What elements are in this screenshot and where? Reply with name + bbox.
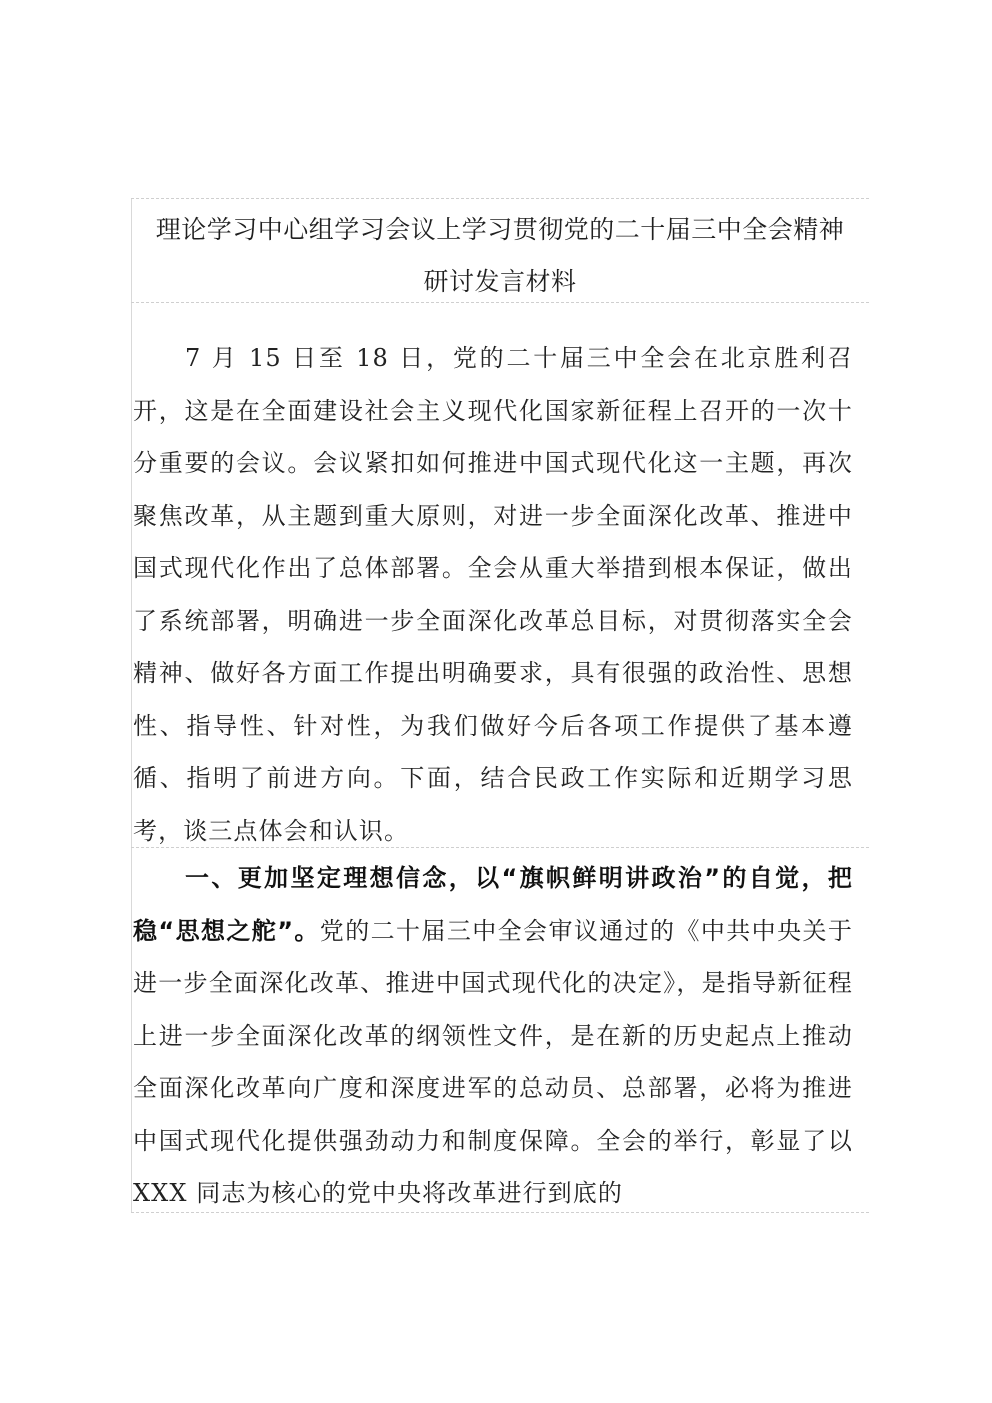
paragraph-1: 7 月 15 日至 18 日，党的二十届三中全会在北京胜利召开，这是在全面建设社会主义现代化国家新征程上召开的一次十分重要的会议。会议紧扣如何推进中国式现代化这一主题，再次聚焦改革，从主题到重大原则，对进一步全面深化改革、推进中国式现代化作出了总体部署。全会从重大举措到根本保证，做出了系统部署，明确进一步全面深化改革总目标，对贯彻落实全会精神、做好各方面工作提出明确要求，具有很强的政治性、思想性、指导性、针对性，为我们做好今后各项工作提供了基本遵循、指明了前进方向。下面，结合民政工作实际和近期学习思考，谈三点体会和认识。 <box>133 344 853 845</box>
divider-top <box>131 198 869 199</box>
title-line-2: 研讨发言材料 <box>423 267 577 296</box>
document-title <box>133 204 867 308</box>
section-heading: 一、更加坚定理想信念，以“旗帜鲜明讲政治”的自觉，把稳“思想之舵”。 <box>133 864 853 945</box>
paragraph-2-body: 党的二十届三中全会审议通过的《中共中央关于进一步全面深化改革、推进中国式现代化的决定》，是指导新征程上进一步全面深化改革的纲领性文件，是在新的历史起点上推动全面深化改革向广度和深度进军的总动员、总部署，必将为推进中国式现代化提供强劲动力和制度保障。全会的举行，彰显了以 XXX 同志为核心的党中央将改革进行到底的 <box>133 916 853 1207</box>
title-line-1: 理论学习中心组学习会议上学习贯彻党的二十届三中全会精神 <box>155 215 845 244</box>
paragraph-2 <box>133 852 853 1220</box>
